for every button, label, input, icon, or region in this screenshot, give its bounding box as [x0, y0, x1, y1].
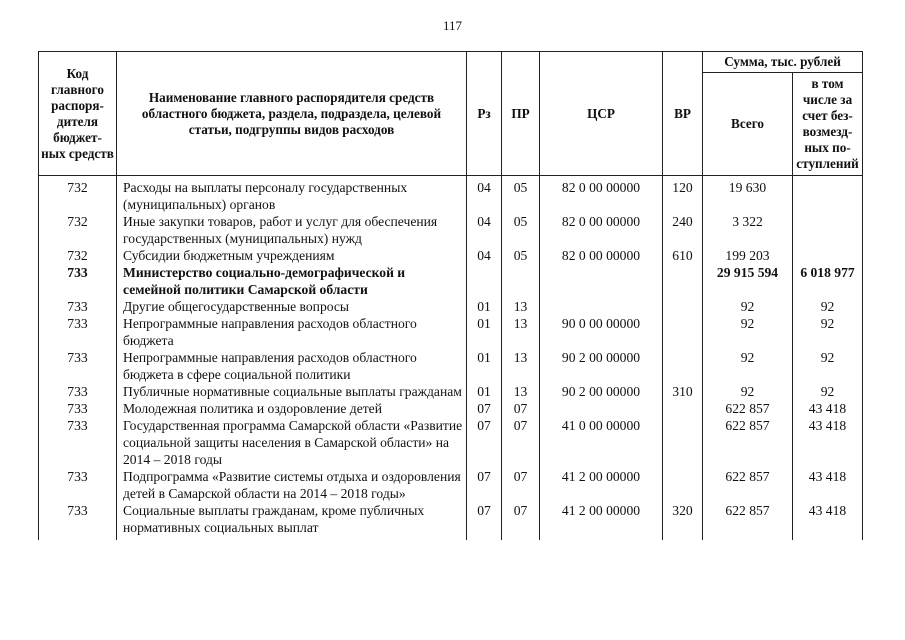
cell-pr: 13	[502, 315, 540, 349]
cell-name: Иные закупки товаров, работ и услуг для обеспечения государственных (муниципальных) нужд	[117, 213, 467, 247]
page-number: 117	[442, 18, 463, 33]
cell-grants: 92	[793, 298, 863, 315]
cell-total: 29 915 594	[703, 264, 793, 298]
cell-vr: 610	[663, 247, 703, 264]
cell-rz: 01	[467, 383, 502, 400]
header-code: Код главного распоря-дителя бюджет-ных средств	[39, 52, 117, 176]
cell-total: 622 857	[703, 417, 793, 468]
cell-vr: 310	[663, 383, 703, 400]
cell-pr: 05	[502, 213, 540, 247]
cell-total: 199 203	[703, 247, 793, 264]
cell-csr: 41 2 00 00000	[540, 502, 663, 536]
cell-grants: 43 418	[793, 417, 863, 468]
cell-pr: 07	[502, 468, 540, 502]
table-row	[39, 264, 863, 298]
spacer-cell	[502, 536, 540, 540]
header-sum-group: Сумма, тыс. рублей	[703, 52, 863, 73]
table-row	[39, 315, 863, 349]
cell-total: 3 322	[703, 213, 793, 247]
cell-rz: 07	[467, 417, 502, 468]
cell-pr: 05	[502, 247, 540, 264]
cell-vr: 320	[663, 502, 703, 536]
table-body	[39, 176, 863, 541]
cell-csr	[540, 298, 663, 315]
table-row	[39, 468, 863, 502]
cell-vr	[663, 400, 703, 417]
cell-total: 92	[703, 349, 793, 383]
cell-total: 19 630	[703, 176, 793, 214]
cell-code: 733	[39, 468, 117, 502]
cell-pr	[502, 264, 540, 298]
cell-name: Субсидии бюджетным учреждениям	[117, 247, 467, 264]
cell-vr: 120	[663, 176, 703, 214]
cell-code: 733	[39, 315, 117, 349]
cell-code: 733	[39, 417, 117, 468]
cell-rz: 07	[467, 400, 502, 417]
spacer-cell	[467, 536, 502, 540]
cell-vr	[663, 349, 703, 383]
cell-total: 92	[703, 315, 793, 349]
cell-name: Государственная программа Самарской области «Развитие социальной защиты населения в Самарской области» на 2014 – 2018 годы	[117, 417, 467, 468]
cell-total: 622 857	[703, 468, 793, 502]
cell-grants: 6 018 977	[793, 264, 863, 298]
cell-code: 732	[39, 213, 117, 247]
table-row	[39, 349, 863, 383]
cell-name: Непрограммные направления расходов областного бюджета	[117, 315, 467, 349]
cell-csr	[540, 264, 663, 298]
spacer-cell	[540, 536, 663, 540]
header-pr: ПР	[502, 52, 540, 176]
cell-vr	[663, 315, 703, 349]
cell-rz	[467, 264, 502, 298]
cell-code: 733	[39, 349, 117, 383]
cell-rz: 07	[467, 468, 502, 502]
table-row	[39, 502, 863, 536]
cell-vr	[663, 417, 703, 468]
cell-total: 92	[703, 298, 793, 315]
cell-csr: 82 0 00 00000	[540, 213, 663, 247]
cell-rz: 01	[467, 315, 502, 349]
cell-csr: 41 0 00 00000	[540, 417, 663, 468]
cell-csr: 90 2 00 00000	[540, 383, 663, 400]
cell-code: 732	[39, 176, 117, 214]
cell-csr: 82 0 00 00000	[540, 247, 663, 264]
cell-total: 92	[703, 383, 793, 400]
cell-rz: 04	[467, 247, 502, 264]
cell-code: 733	[39, 383, 117, 400]
table-row	[39, 213, 863, 247]
cell-name: Другие общегосударственные вопросы	[117, 298, 467, 315]
cell-vr: 240	[663, 213, 703, 247]
spacer-cell	[39, 536, 117, 540]
cell-total: 622 857	[703, 502, 793, 536]
cell-pr: 07	[502, 400, 540, 417]
cell-grants	[793, 213, 863, 247]
cell-code: 733	[39, 298, 117, 315]
budget-table	[38, 51, 863, 540]
spacer-cell	[663, 536, 703, 540]
spacer-cell	[793, 536, 863, 540]
cell-code: 733	[39, 502, 117, 536]
cell-rz: 04	[467, 176, 502, 214]
table-row	[39, 298, 863, 315]
header-grants: в том числе за счет без-возмезд-ных по-ступлений	[793, 73, 863, 176]
cell-name: Министерство социально-демографической и семейной политики Самарской области	[117, 264, 467, 298]
cell-code: 733	[39, 264, 117, 298]
table-row	[39, 417, 863, 468]
cell-pr: 07	[502, 417, 540, 468]
cell-grants: 43 418	[793, 468, 863, 502]
cell-code: 733	[39, 400, 117, 417]
cell-grants: 43 418	[793, 502, 863, 536]
cell-grants: 92	[793, 315, 863, 349]
table-row	[39, 383, 863, 400]
header-total: Всего	[703, 73, 793, 176]
header-name: Наименование главного распорядителя средств областного бюджета, раздела, подраздела, целевой статьи, подгруппы видов расходов	[117, 52, 467, 176]
cell-grants: 92	[793, 383, 863, 400]
header-vr: ВР	[663, 52, 703, 176]
cell-name: Расходы на выплаты персоналу государственных (муниципальных) органов	[117, 176, 467, 214]
cell-pr: 13	[502, 383, 540, 400]
table-row	[39, 400, 863, 417]
cell-grants	[793, 247, 863, 264]
cell-csr: 90 2 00 00000	[540, 349, 663, 383]
table-row	[39, 176, 863, 214]
cell-csr: 90 0 00 00000	[540, 315, 663, 349]
cell-vr	[663, 264, 703, 298]
spacer-cell	[703, 536, 793, 540]
cell-rz: 01	[467, 298, 502, 315]
cell-rz: 07	[467, 502, 502, 536]
cell-pr: 05	[502, 176, 540, 214]
cell-total: 622 857	[703, 400, 793, 417]
cell-rz: 04	[467, 213, 502, 247]
header-csr: ЦСР	[540, 52, 663, 176]
cell-code: 732	[39, 247, 117, 264]
table-bottom-spacer	[39, 536, 863, 540]
cell-csr	[540, 400, 663, 417]
cell-grants: 92	[793, 349, 863, 383]
cell-grants	[793, 176, 863, 214]
cell-name: Социальные выплаты гражданам, кроме публичных нормативных социальных выплат	[117, 502, 467, 536]
cell-pr: 13	[502, 349, 540, 383]
cell-name: Молодежная политика и оздоровление детей	[117, 400, 467, 417]
cell-grants: 43 418	[793, 400, 863, 417]
cell-name: Подпрограмма «Развитие системы отдыха и оздоровления детей в Самарской области на 2014 – 2018 годы»	[117, 468, 467, 502]
cell-vr	[663, 468, 703, 502]
cell-csr: 41 2 00 00000	[540, 468, 663, 502]
cell-name: Непрограммные направления расходов областного бюджета в сфере социальной политики	[117, 349, 467, 383]
cell-rz: 01	[467, 349, 502, 383]
cell-pr: 13	[502, 298, 540, 315]
spacer-cell	[117, 536, 467, 540]
cell-csr: 82 0 00 00000	[540, 176, 663, 214]
cell-vr	[663, 298, 703, 315]
cell-name: Публичные нормативные социальные выплаты гражданам	[117, 383, 467, 400]
table-row	[39, 247, 863, 264]
header-rz: Рз	[467, 52, 502, 176]
cell-pr: 07	[502, 502, 540, 536]
table-header	[39, 52, 863, 176]
